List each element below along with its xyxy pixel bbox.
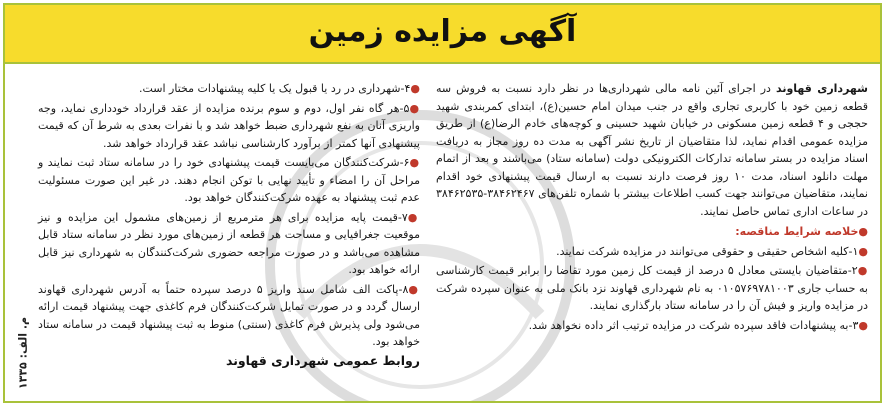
bullet-dot-icon: ●: [410, 82, 420, 95]
right-column: [436, 80, 868, 336]
ad-code: م. الف: ۱۳۳۵: [16, 316, 30, 390]
condition-item-8: ●۸-پاکت الف شامل سند واریز ۵ درصد سپرده حتماً به آدرس شهرداری قهاوند ارسال گردد و در صورت تمایل شرکت‌کنندگان فرم کاغذی جهت پیشنهاد قیمت ارائه می‌شود ولی پذیرش فرم کاغذی (سنتی) منوط به ثبت پیشنهاد قیمت در سامانه ستاد خواهد بود.: [38, 282, 420, 348]
title-band: [5, 5, 880, 64]
condition-item-2: ●۲-متقاضیان بایستی معادل ۵ درصد از قیمت کل زمین مورد تقاضا را برابر قیمت کارشناسی به حساب جاری ۰۱۰۵۷۶۹۷۸۱۰۰۳ به نام شهرداری قهاوند نزد بانک ملی به عنوان سپرده شرکت در مزایده واریز و فیش آن را در سامانه ستاد بارگذاری نمایند.: [436, 264, 868, 312]
bullet-dot-icon: ●: [857, 264, 868, 277]
ad-frame: [3, 3, 882, 403]
condition-item-3: ●۳-به پیشنهادات فاقد سپرده شرکت در مزایده ترتیب اثر داده نخواهد شد.: [528, 318, 868, 332]
intro-text: در اجرای آئین نامه مالی شهرداری‌ها در نظر دارد نسبت به فروش سه قطعه زمین خود با کاربری تجاری واقع در جنب میدان امام حسین(ع)، ابتدای کمربندی شهید حججی و ۴ قطعه زمین مسکونی در خیابان شهید حسینی و کوچه‌های خادم الرضا(ع) از طریق مزایده عمومی اقدام نماید، لذا متقاضیان از تاریخ نشر آگهی به مدت ده روز مجاز به دریافت اسناد مزایده در بستر سامانه تدارکات الکترونیکی دولت (سامانه ستاد) می‌باشند و بعد از اتمام مهلت دانلود اسناد، مدت ۱۰ روز فرصت دارند نسبت به ارسال قیمت پیشنهادی خود اقدام نمایند، متقاضیان می‌توانند جهت کسب اطلاعات بیشتر با شماره تلفن‌های ۳۸۴۶۲۴۶۷-۳۸۴۶۲۵۳۵ در ساعات اداری تماس حاصل نمایند.: [436, 82, 869, 218]
condition-item-4: ●۴-شهرداری در رد یا قبول یک یا کلیه پیشنهادات مختار است.: [138, 82, 420, 95]
conditions-heading: ●خلاصه شرایط مناقصه:: [735, 225, 868, 238]
condition-item-5: ●۵-هر گاه نفر اول، دوم و سوم برنده مزایده از عقد قرارداد خودداری نماید، وجه واریزی آنان به نفع شهرداری ضبط خواهد شد و با نفرات بعدی به شرط آن که قیمت پیشنهادی آنها کمتر از برآورد کارشناسی نباشد عقد قرارداد خواهد شد.: [38, 101, 420, 150]
signature: روابط عمومی شهرداری قهاوند: [225, 353, 420, 368]
condition-item-6: ●۶-شرکت‌کنندگان می‌بایست قیمت پیشنهادی خود را در سامانه ستاد ثبت نمایند و مراحل آن را امضاء و تأیید نهایی با توکن انجام دهند. در غیر این صورت مسئولیت عدم ثبت پیشنهاد به عهده شرکت‌کنندگان خواهد بود.: [38, 156, 420, 204]
intro-lead: شهرداری قهاوند: [775, 82, 868, 95]
condition-item-1: ●۱-کلیه اشخاص حقیقی و حقوقی می‌توانند در مزایده شرکت نمایند.: [556, 244, 868, 258]
left-column: [38, 80, 420, 353]
bullet-dot-icon: ●: [407, 210, 420, 224]
condition-item-7: ●۷-قیمت پایه مزایده برای هر مترمربع از زمین‌های مشمول این مزایده و نیز موقعیت جغرافیایی و مساحت هر قطعه از زمین‌های مورد نظر در سامانه ستاد قابل مشاهده می‌باشد و در صورت مراجعه حضوری شرکت‌کنندگان به شهرداری نیز قابل ارائه خواهد بود.: [38, 210, 420, 276]
bullet-dot-icon: ●: [858, 244, 868, 258]
bullet-dot-icon: ●: [409, 101, 420, 115]
bullet-dot-icon: ●: [409, 156, 420, 169]
bullet-dot-icon: ●: [858, 318, 868, 332]
intro-paragraph: [436, 80, 868, 220]
ad-title: آگهی مزایده زمین: [308, 14, 577, 49]
bullet-dot-icon: ●: [408, 282, 420, 296]
